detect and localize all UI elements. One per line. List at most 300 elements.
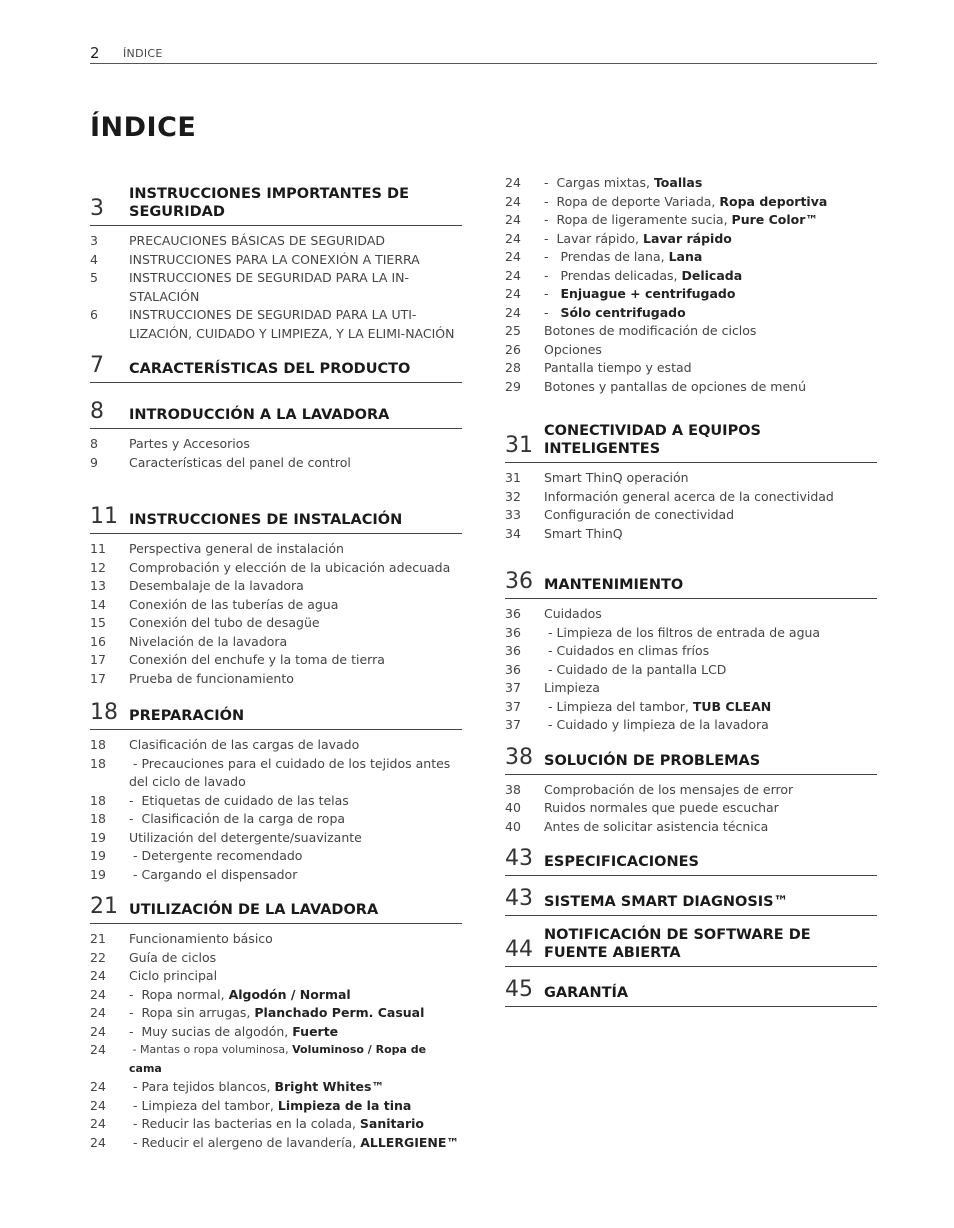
toc-item[interactable] (505, 267, 877, 286)
toc-section-title: GARANTÍA (544, 985, 629, 1001)
toc-section-page: 7 (90, 353, 104, 378)
toc-item-list (90, 736, 462, 884)
toc-section-page: 11 (90, 504, 118, 529)
toc-item[interactable] (90, 930, 462, 949)
toc-item[interactable] (90, 577, 462, 596)
toc-item-text (129, 1041, 462, 1078)
toc-item[interactable] (90, 755, 462, 792)
toc-item-page: 37 (505, 698, 521, 714)
toc-item-dash: - (129, 755, 142, 771)
toc-item[interactable] (90, 967, 462, 986)
toc-item-label: Ropa de ligeramente sucia, (556, 212, 732, 227)
toc-item-text (129, 1004, 462, 1023)
toc-item-cycle-name: Voluminoso / Ropa de cama (129, 1043, 427, 1075)
toc-item-list (90, 232, 462, 343)
toc-section-heading[interactable] (505, 745, 877, 775)
toc-item-text (129, 232, 462, 251)
toc-item-text (129, 670, 462, 689)
toc-item-text (129, 651, 462, 670)
toc-item-label: Smart ThinQ operación (544, 470, 689, 485)
toc-item-text (129, 269, 462, 306)
toc-item-page: 24 (505, 249, 521, 264)
toc-item-dash: - (544, 661, 557, 677)
toc-item-text (129, 810, 462, 829)
toc-item-text (544, 322, 877, 341)
toc-item-label: Conexión de las tuberías de agua (129, 596, 339, 612)
toc-item-label: Cargando el dispensador (141, 866, 298, 882)
toc-item[interactable] (90, 670, 462, 689)
toc-section-page: 18 (90, 700, 118, 725)
toc-item-dash: - (544, 643, 557, 658)
toc-section-page: 44 (505, 937, 533, 962)
toc-item-page: 4 (90, 251, 98, 267)
toc-item-text (129, 251, 462, 270)
toc-item-text (129, 1134, 462, 1153)
toc-item-label: INSTRUCCIONES PARA LA CONEXIÓN A TIERRA (129, 251, 420, 267)
toc-item-label: Reducir el alergeno de lavandería, (141, 1134, 361, 1150)
toc-item-text (544, 174, 877, 193)
toc-section-title: INSTRUCCIONES DE INSTALACIÓN (129, 512, 403, 528)
toc-item[interactable] (90, 651, 462, 670)
toc-item-label: Comprobación y elección de la ubicación adecuada (129, 559, 451, 575)
toc-item-text (544, 716, 877, 735)
toc-item-label: Funcionamiento básico (129, 931, 273, 946)
toc-right-column (505, 174, 877, 1007)
toc-item-label: Cuidado y limpieza de la lavadora (556, 717, 769, 732)
toc-section (505, 569, 877, 735)
toc-item-dash: - (544, 230, 557, 246)
toc-section-title: INSTRUCCIONES IMPORTANTES DE SEGURIDAD (129, 186, 409, 220)
toc-item-page: 8 (90, 436, 98, 451)
toc-item-text (544, 211, 877, 230)
toc-item[interactable] (505, 818, 877, 837)
toc-section-title: SOLUCIÓN DE PROBLEMAS (544, 752, 761, 769)
toc-item[interactable] (505, 304, 877, 323)
toc-item-label: Etiquetas de cuidado de las telas (141, 792, 349, 808)
toc-item[interactable] (90, 986, 462, 1005)
toc-item-text (544, 230, 877, 249)
toc-item[interactable] (505, 525, 877, 544)
toc-item[interactable] (90, 596, 462, 615)
toc-section-heading[interactable] (90, 504, 462, 534)
toc-section-page: 36 (505, 569, 533, 594)
toc-item-label: Cuidados (544, 606, 602, 621)
toc-item-label: Cuidado de la pantalla LCD (556, 661, 727, 677)
toc-continued-list (505, 174, 877, 396)
toc-item-page: 24 (90, 986, 106, 1002)
toc-item-text (129, 967, 462, 986)
toc-item-page: 24 (90, 968, 106, 983)
toc-item-label: Para tejidos blancos, (141, 1079, 275, 1094)
toc-item-text (544, 285, 877, 304)
toc-section-page: 8 (90, 399, 104, 424)
toc-item-dash: - (129, 1023, 142, 1039)
toc-section (90, 894, 462, 1152)
toc-item-label: Prendas de lana, (560, 249, 669, 264)
toc-item-list (90, 540, 462, 688)
toc-item-text (544, 605, 877, 624)
toc-item-text (544, 378, 877, 397)
toc-section-heading[interactable] (90, 185, 462, 226)
toc-section-page: 3 (90, 196, 104, 221)
toc-item[interactable] (90, 736, 462, 755)
toc-item[interactable] (505, 211, 877, 230)
toc-item[interactable] (505, 193, 877, 212)
toc-section (505, 886, 877, 916)
toc-section (90, 399, 462, 472)
toc-section-heading[interactable] (90, 894, 462, 924)
toc-item-label: Precauciones para el cuidado de los tejidos antes del ciclo de lavado (129, 755, 451, 789)
toc-item-page: 25 (505, 323, 521, 338)
toc-section-title: ESPECIFICACIONES (544, 854, 699, 870)
toc-item[interactable] (90, 559, 462, 578)
toc-item-cycle-name: Fuerte (292, 1023, 339, 1039)
toc-item-dash: - (544, 698, 557, 714)
toc-item-page: 24 (505, 212, 521, 227)
toc-section-heading[interactable] (90, 700, 462, 730)
toc-section-heading[interactable] (505, 422, 877, 463)
toc-item-cycle-name: Sólo centrifugado (560, 304, 686, 320)
toc-item-text (544, 799, 877, 818)
toc-item-page: 24 (505, 175, 521, 190)
toc-item-text (129, 435, 462, 454)
toc-item-text (129, 930, 462, 949)
toc-item-list (505, 781, 877, 837)
toc-item-label: Conexión del enchufe y la toma de tierra (129, 652, 385, 667)
toc-item-page: 5 (90, 270, 98, 285)
toc-item[interactable] (505, 605, 877, 624)
toc-section-heading[interactable] (505, 846, 877, 876)
toc-section-page: 21 (90, 894, 118, 919)
toc-item-text (544, 267, 877, 286)
toc-item-text (129, 792, 462, 811)
toc-item-dash: - (544, 193, 557, 209)
toc-section-title: NOTIFICACIÓN DE SOFTWARE DE FUENTE ABIERTA (544, 927, 811, 961)
toc-item-cycle-name: Sanitario (359, 1116, 424, 1131)
toc-item-label: Antes de solicitar asistencia técnica (544, 818, 769, 834)
toc-item-list (505, 469, 877, 543)
toc-item[interactable] (90, 633, 462, 652)
toc-item[interactable] (505, 378, 877, 397)
toc-item-page: 29 (505, 378, 521, 394)
toc-item-label: Prueba de funcionamiento (129, 670, 294, 686)
toc-item-label: Guía de ciclos (129, 949, 217, 965)
toc-item-page: 19 (90, 848, 106, 863)
toc-section-page: 43 (505, 886, 533, 911)
toc-item-cycle-name: Lavar rápido (643, 230, 732, 246)
toc-item-label: Utilización del detergente/suavizante (129, 829, 362, 845)
toc-item-label: Limpieza del tambor, (141, 1097, 278, 1113)
toc-item-cycle-name: Bright Whites™ (274, 1079, 384, 1094)
toc-item[interactable] (90, 810, 462, 829)
toc-item-label: Smart ThinQ (544, 525, 623, 541)
toc-item-label: Comprobación de los mensajes de error (544, 781, 794, 797)
toc-item-dash: - (544, 175, 557, 190)
toc-item-text (129, 454, 462, 473)
toc-item-text (544, 624, 877, 643)
toc-section (505, 926, 877, 967)
toc-item[interactable] (505, 624, 877, 643)
toc-item[interactable] (90, 306, 462, 343)
toc-item[interactable] (90, 454, 462, 473)
toc-item[interactable] (90, 435, 462, 454)
toc-item-page: 18 (90, 737, 106, 752)
toc-item-page: 24 (505, 193, 521, 209)
toc-item-page: 9 (90, 454, 98, 470)
toc-item-dash: - (129, 866, 142, 882)
toc-section (505, 422, 877, 543)
toc-section-heading[interactable] (505, 569, 877, 599)
toc-item-dash: - (544, 212, 557, 227)
toc-item-cycle-name: Lana (668, 249, 703, 264)
toc-item-page: 24 (505, 267, 521, 283)
toc-item-text (544, 193, 877, 212)
toc-item-cycle-name: Pure Color™ (731, 212, 818, 227)
toc-item-page: 36 (505, 643, 521, 658)
toc-item-page: 24 (90, 1023, 106, 1039)
toc-item-text (129, 614, 462, 633)
toc-item[interactable] (90, 1004, 462, 1023)
toc-section-heading[interactable] (505, 926, 877, 967)
toc-item-text (129, 559, 462, 578)
toc-item[interactable] (505, 341, 877, 360)
toc-item[interactable] (90, 792, 462, 811)
toc-item-page: 34 (505, 525, 521, 541)
toc-item[interactable] (505, 230, 877, 249)
toc-section-title: UTILIZACIÓN DE LA LAVADORA (129, 902, 379, 918)
toc-item-page: 40 (505, 800, 521, 815)
toc-item-text (544, 525, 877, 544)
toc-item-page: 19 (90, 829, 106, 845)
toc-item[interactable] (90, 251, 462, 270)
toc-item-label: Cuidados en climas fríos (556, 643, 710, 658)
toc-item-label: Configuración de conectividad (544, 507, 735, 522)
toc-item-page: 37 (505, 680, 521, 695)
toc-item-text (544, 488, 877, 507)
toc-item[interactable] (90, 949, 462, 968)
toc-item-text (544, 341, 877, 360)
toc-item-text (544, 698, 877, 717)
toc-item[interactable] (90, 1097, 462, 1116)
toc-item-label: Información general acerca de la conectividad (544, 488, 834, 504)
toc-item[interactable] (505, 322, 877, 341)
toc-item[interactable] (90, 1115, 462, 1134)
toc-item-label: Limpieza del tambor, (556, 698, 693, 714)
toc-item[interactable] (90, 614, 462, 633)
toc-item-label: INSTRUCCIONES DE SEGURIDAD PARA LA IN-STALACIÓN (129, 270, 409, 304)
toc-item[interactable] (505, 359, 877, 378)
running-header (90, 44, 877, 64)
toc-item-label: Botones de modificación de ciclos (544, 323, 757, 338)
toc-item-page: 33 (505, 507, 521, 522)
toc-item-page: 40 (505, 818, 521, 834)
toc-item-page: 38 (505, 781, 521, 797)
toc-item-text (129, 986, 462, 1005)
toc-item-page: 18 (90, 792, 106, 808)
toc-item-page: 24 (505, 304, 521, 320)
toc-item-cycle-name: Delicada (681, 267, 743, 283)
toc-item-label: Desembalaje de la lavadora (129, 578, 304, 593)
toc-item[interactable] (505, 799, 877, 818)
toc-item-text (129, 540, 462, 559)
toc-item-page: 18 (90, 755, 106, 771)
toc-item[interactable] (505, 285, 877, 304)
toc-item-page: 24 (90, 1097, 106, 1113)
toc-item-text (129, 1097, 462, 1116)
toc-item[interactable] (505, 174, 877, 193)
toc-section-heading[interactable] (505, 977, 877, 1007)
toc-item-page: 32 (505, 488, 521, 504)
toc-item-text (129, 736, 462, 755)
toc-item-text (129, 847, 462, 866)
toc-item-list (90, 435, 462, 472)
toc-item-label: Perspectiva general de instalación (129, 541, 344, 556)
toc-item-label: Ruidos normales que puede escuchar (544, 800, 779, 815)
toc-item-label: Mantas o ropa voluminosa, (139, 1043, 293, 1056)
toc-left-column (90, 174, 462, 1152)
toc-item-label: Muy sucias de algodón, (141, 1023, 293, 1039)
toc-item[interactable] (505, 469, 877, 488)
toc-item-text (129, 755, 462, 792)
toc-item-page: 26 (505, 341, 521, 357)
toc-item-text (129, 1023, 462, 1042)
toc-item[interactable] (90, 269, 462, 306)
toc-item-text (129, 633, 462, 652)
toc-item-text (544, 248, 877, 267)
toc-item-label: Nivelación de la lavadora (129, 633, 288, 649)
toc-item-label: Ropa normal, (141, 986, 229, 1002)
toc-item-cycle-name: TUB CLEAN (692, 698, 772, 714)
toc-item[interactable] (505, 661, 877, 680)
toc-item[interactable] (505, 488, 877, 507)
toc-item[interactable] (90, 866, 462, 885)
toc-item-dash: - (129, 1116, 142, 1131)
toc-item-text (544, 506, 877, 525)
toc-item-list (505, 605, 877, 735)
toc-item-dash: - (544, 286, 561, 301)
toc-item-page: 21 (90, 931, 106, 946)
toc-item-dash: - (129, 848, 142, 863)
toc-item-text (544, 304, 877, 323)
toc-item[interactable] (90, 1134, 462, 1153)
toc-item-page: 19 (90, 866, 106, 882)
toc-item-text (544, 661, 877, 680)
toc-item-dash: - (129, 1005, 142, 1020)
toc-item-dash: - (129, 792, 142, 808)
toc-item-page: 24 (90, 1042, 106, 1057)
toc-item[interactable] (90, 232, 462, 251)
toc-item-text (129, 866, 462, 885)
toc-item-text (129, 1115, 462, 1134)
toc-item[interactable] (505, 248, 877, 267)
toc-section (90, 700, 462, 884)
toc-section-heading[interactable] (90, 353, 462, 383)
toc-item-dash: - (544, 624, 557, 640)
toc-item-cycle-name: Enjuague + centrifugado (560, 286, 736, 301)
toc-section (90, 353, 462, 383)
toc-item-label: PRECAUCIONES BÁSICAS DE SEGURIDAD (129, 233, 386, 248)
toc-item[interactable] (90, 1078, 462, 1097)
toc-item[interactable] (90, 1023, 462, 1042)
toc-item-page: 28 (505, 360, 521, 375)
toc-section-title: CARACTERÍSTICAS DEL PRODUCTO (129, 361, 411, 377)
toc-item-label: Conexión del tubo de desagüe (129, 615, 320, 630)
toc-item-page: 24 (90, 1005, 106, 1020)
toc-item-label: Limpieza (544, 680, 600, 695)
toc-item-page: 3 (90, 233, 98, 248)
toc-item-label: Cargas mixtas, (556, 175, 654, 190)
toc-item[interactable] (505, 781, 877, 800)
toc-item[interactable] (505, 716, 877, 735)
toc-section (90, 504, 462, 688)
toc-item-page: 17 (90, 670, 106, 686)
toc-item-label: Ciclo principal (129, 968, 218, 983)
toc-section-page: 43 (505, 846, 533, 871)
toc-item-label: Lavar rápido, (556, 230, 643, 246)
toc-item[interactable] (90, 1041, 462, 1078)
toc-item-page: 13 (90, 578, 106, 593)
toc-item-text (544, 818, 877, 837)
toc-item-page: 22 (90, 949, 106, 965)
toc-item-text (544, 781, 877, 800)
toc-item-page: 36 (505, 624, 521, 640)
toc-item-cycle-name: Ropa deportiva (719, 193, 828, 209)
toc-item-label: Limpieza de los filtros de entrada de agua (556, 624, 821, 640)
toc-item-page: 16 (90, 633, 106, 649)
toc-item-label: Clasificación de la carga de ropa (141, 811, 346, 826)
toc-item-page: 17 (90, 652, 106, 667)
toc-item-page: 24 (505, 230, 521, 246)
toc-item-page: 11 (90, 541, 106, 556)
toc-item-dash: - (544, 717, 557, 732)
toc-section-heading[interactable] (90, 399, 462, 429)
toc-item-text (544, 469, 877, 488)
toc-section-heading[interactable] (505, 886, 877, 916)
toc-section-title: MANTENIMIENTO (544, 577, 684, 593)
toc-item-dash: - (129, 1097, 142, 1113)
toc-item-page: 36 (505, 661, 521, 677)
toc-item-page: 6 (90, 307, 98, 322)
toc-item-page: 31 (505, 470, 521, 485)
toc-item[interactable] (505, 679, 877, 698)
toc-section (90, 185, 462, 343)
toc-item[interactable] (505, 698, 877, 717)
toc-item-label: Ropa sin arrugas, (141, 1005, 255, 1020)
toc-item[interactable] (90, 540, 462, 559)
header-label: ÍNDICE (123, 47, 163, 60)
toc-item-label: Prendas delicadas, (560, 267, 682, 283)
toc-item-label: Pantalla tiempo y estad (544, 360, 692, 375)
toc-item[interactable] (90, 829, 462, 848)
toc-section-page: 31 (505, 433, 533, 458)
toc-section-title: CONECTIVIDAD A EQUIPOS INTELIGENTES (544, 423, 761, 457)
toc-section-page: 38 (505, 744, 533, 770)
toc-item-label: Partes y Accesorios (129, 436, 250, 451)
toc-item-text (544, 359, 877, 378)
toc-item-page: 36 (505, 606, 521, 621)
toc-item-label: Botones y pantallas de opciones de menú (544, 378, 806, 394)
toc-section-title: INTRODUCCIÓN A LA LAVADORA (129, 407, 390, 423)
toc-item[interactable] (505, 506, 877, 525)
toc-item-dash: - (544, 304, 561, 320)
toc-item[interactable] (505, 642, 877, 661)
toc-item-page: 37 (505, 717, 521, 732)
toc-item-text (129, 306, 462, 343)
page-number: 2 (90, 44, 100, 62)
toc-section-title: SISTEMA SMART DIAGNOSIS™ (544, 894, 789, 910)
toc-item[interactable] (90, 847, 462, 866)
toc-section-page: 45 (505, 977, 533, 1002)
